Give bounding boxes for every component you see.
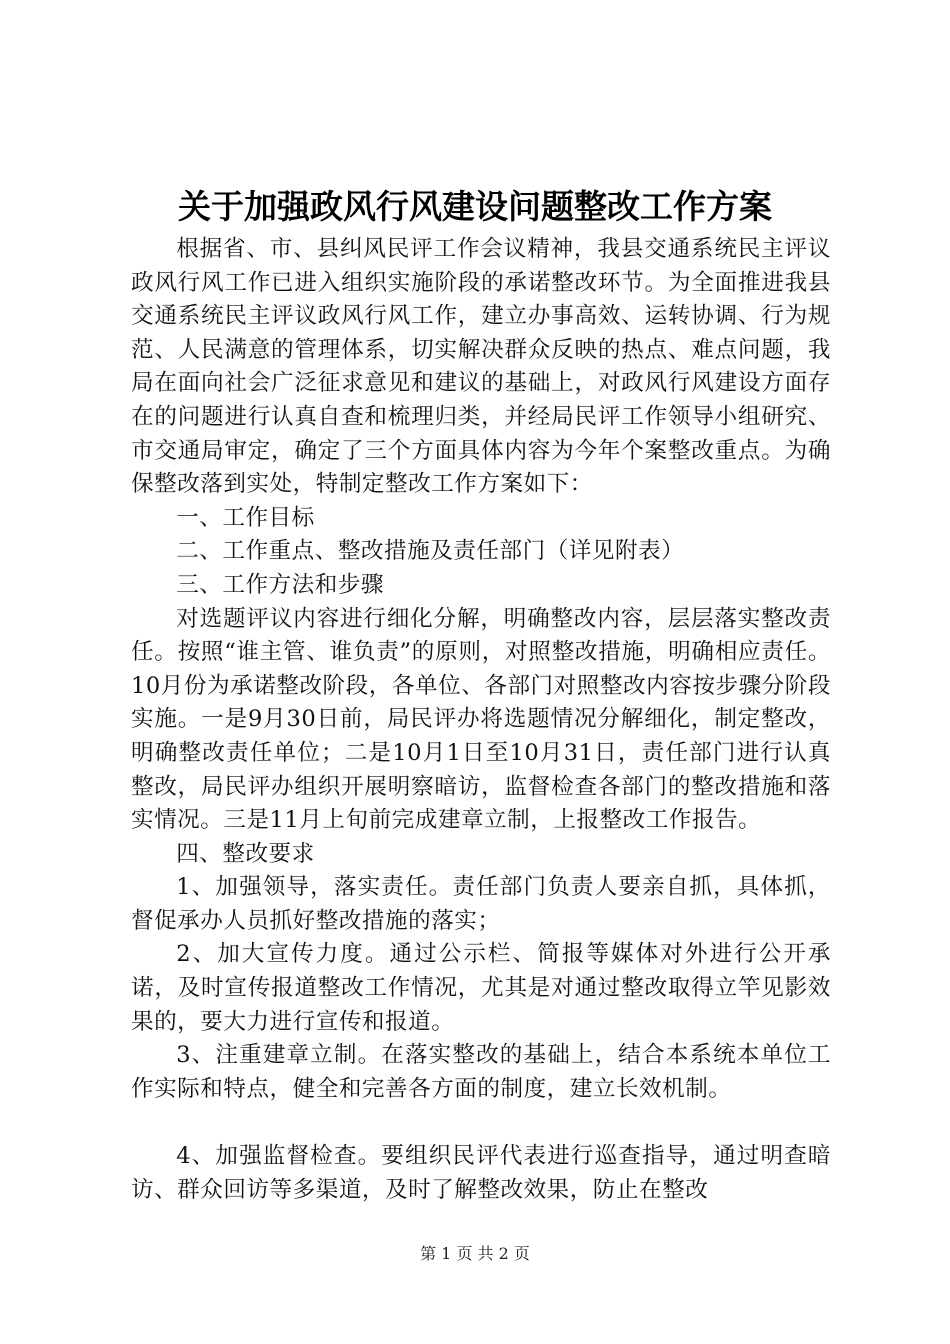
section-heading-requirements: 四、整改要求	[176, 840, 315, 867]
requirement-item-4: 4、加强监督检查。要组织民评代表进行巡查指导，通过明查暗访、群众回访等多渠道，及时了解整改效果，防止在整改	[131, 1143, 831, 1203]
requirement-item-1: 1、加强领导，落实责任。责任部门负责人要亲自抓，具体抓，督促承办人员抓好整改措施的落实；	[131, 874, 831, 934]
section-heading-goals: 一、工作目标	[176, 504, 315, 531]
requirement-item-2: 2、加大宣传力度。通过公示栏、简报等媒体对外进行公开承诺，及时宣传报道整改工作情况，尤其是对通过整改取得立竿见影效果的，要大力进行宣传和报道。	[131, 941, 831, 1035]
section-heading-focus: 二、工作重点、整改措施及责任部门（详见附表）	[176, 538, 685, 565]
requirement-item-3: 3、注重建章立制。在落实整改的基础上，结合本系统本单位工作实际和特点，健全和完善各方面的制度，建立长效机制。	[131, 1042, 831, 1102]
document-title: 关于加强政风行风建设问题整改工作方案	[178, 187, 772, 226]
document-body	[131, 233, 831, 1207]
section-heading-methods: 三、工作方法和步骤	[176, 571, 385, 598]
page-number-footer: 第 1 页 共 2 页	[420, 1244, 530, 1263]
intro-paragraph: 根据省、市、县纠风民评工作会议精神，我县交通系统民主评议政风行风工作已进入组织实施阶段的承诺整改环节。为全面推进我县交通系统民主评议政风行风工作，建立办事高效、运转协调、行为规范、人民满意的管理体系，切实解决群众反映的热点、难点问题，我局在面向社会广泛征求意见和建议的基础上，对政风行风建设方面存在的问题进行认真自查和梳理归类，并经局民评工作领导小组研究、市交通局审定，确定了三个方面具体内容为今年个案整改重点。为确保整改落到实处，特制定整改工作方案如下：	[131, 236, 831, 498]
methods-paragraph: 对选题评议内容进行细化分解，明确整改内容，层层落实整改责任。按照“谁主管、谁负责”的原则，对照整改措施，明确相应责任。10月份为承诺整改阶段，各单位、各部门对照整改内容按步骤分阶段实施。一是9月30日前，局民评办将选题情况分解细化，制定整改，明确整改责任单位；二是10月1日至10月31日，责任部门进行认真整改，局民评办组织开展明察暗访，监督检查各部门的整改措施和落实情况。三是11月上旬前完成建章立制，上报整改工作报告。	[131, 605, 831, 834]
